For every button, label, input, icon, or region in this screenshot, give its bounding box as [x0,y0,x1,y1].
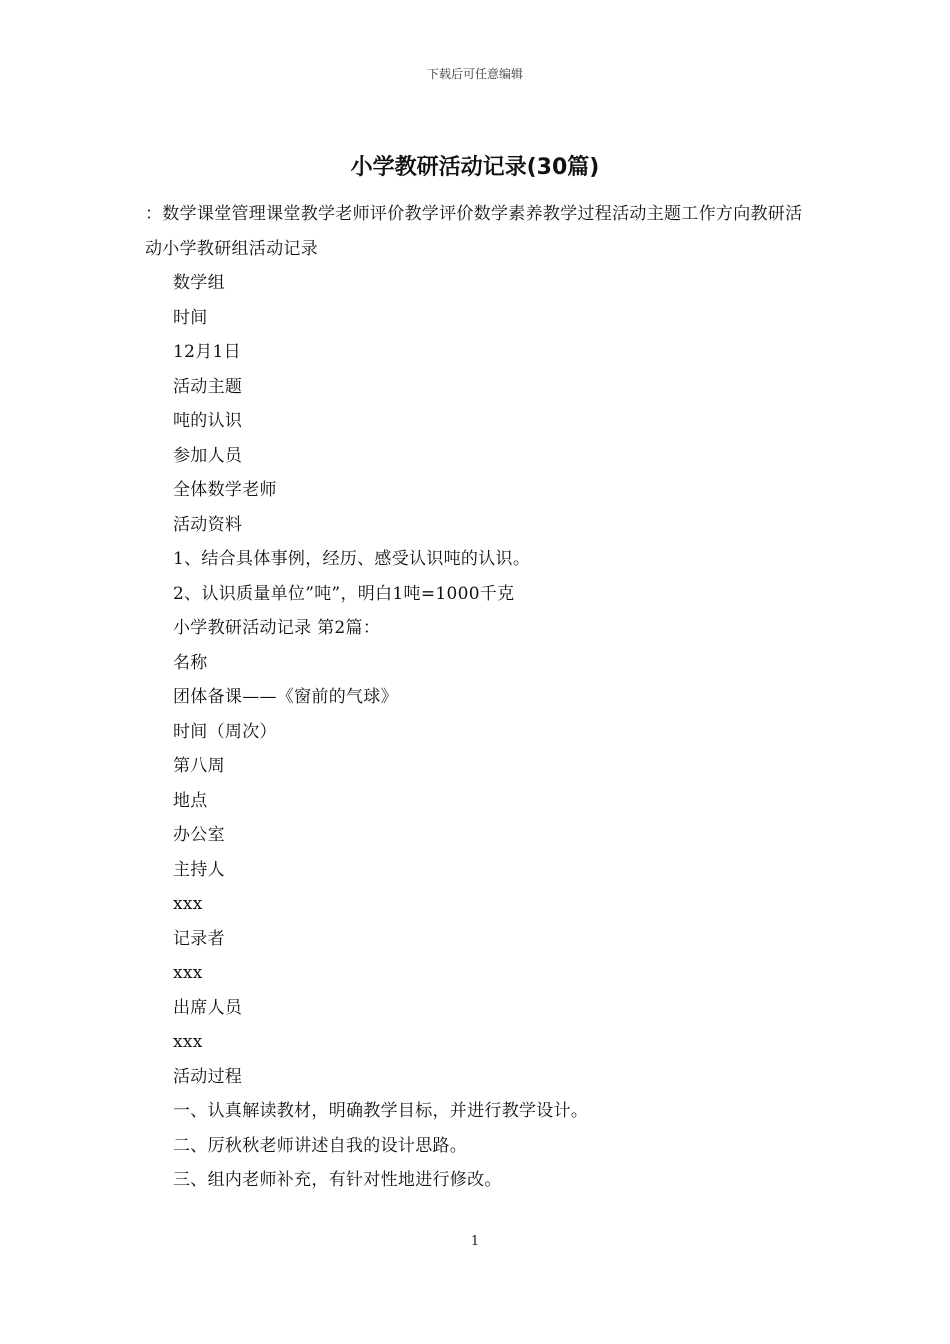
body-line: 第八周 [173,756,225,776]
body-line: 12月1日 [173,342,241,362]
page-header: 下载后可任意编辑 [426,67,523,81]
body-line: 1、结合具体事例，经历、感受认识吨的认识。 [173,549,531,569]
body-line: 2、认识质量单位”吨”，明白1吨=1000千克 [173,583,515,604]
body-line: 时间 [173,307,208,328]
body-line: 参加人员 [173,445,243,466]
body-line: 二、厉秋秋老师讲述自我的设计思路。 [173,1135,468,1156]
body-line: 地点 [173,790,208,811]
body-line: xxx [173,1032,203,1052]
body-line: 记录者 [173,928,225,949]
section-heading: 小学教研活动记录 第2篇： [173,618,381,638]
keywords-paragraph: ：数学课堂管理课堂教学老师评价教学评价数学素养教学过程活动主题工作方向教研活动小学教研组活动记录 [145,204,803,259]
body-line: 全体数学老师 [173,480,277,500]
body-line: 数学组 [173,273,225,293]
body-line: 名称 [173,652,208,673]
body-line: xxx [173,894,203,914]
body-line: 三、组内老师补充，有针对性地进行修改。 [173,1170,502,1190]
document-title: 小学教研活动记录(30篇) [350,155,600,180]
page-number: 1 [470,1234,480,1249]
body-line: 活动主题 [173,376,243,397]
body-line: 一、认真解读教材，明确教学目标，并进行教学设计。 [173,1101,589,1121]
body-line: 团体备课——《窗前的气球》 [173,687,398,707]
body-line: 活动过程 [173,1066,243,1087]
body-line: 吨的认识 [173,411,243,431]
body-line: 活动资料 [173,514,243,535]
body-line: 出席人员 [173,997,243,1018]
body-line: 办公室 [173,825,225,845]
document-body [173,266,813,1198]
body-line: 主持人 [173,859,225,880]
body-line: 时间（周次） [173,721,277,742]
body-line: xxx [173,963,203,983]
